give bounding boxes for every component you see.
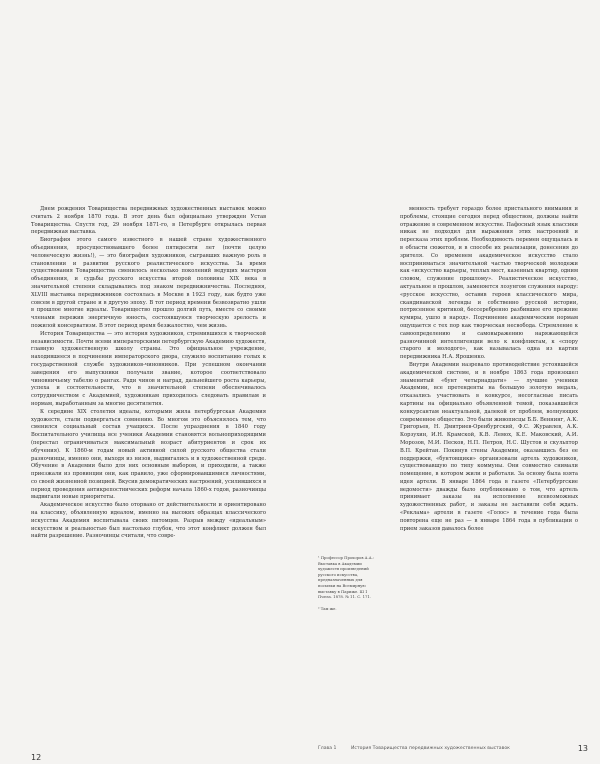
paragraph: Внутри Академии назревало противодействие устоявшейся академической системе, и в ноябре 1863 года произошел знаменитый «бунт четырнадцати» — лучшие ученики Академии, все претенденты на большую золотую медаль, отказались участвовать в конкурсе, несогласные писать картины на официально объявленной темой, показавшейся конкурсантам неактуальной, далекой от проблем, волнующих современное общество. Это были живописцы Б.Б. Веннинг, А.К. Григорьев, Н. Дмитриев-Оренбургский, Ф.С. Журавлев, А.К. Корзухин, И.Н. Крамской, К.В. Лемох, К.Е. Маковский, А.И. Морозов, М.И. Песков, Н.П. Петров, Н.С. Шустов и скульптор В.П. Крейтан. Покинув стены Академии, оказавшись без ее поддержки, «бунтовщики» организовали артель художников, существовавшую по типу коммуны. Они совместно снимали помещение, в котором жили и работали. За основу была взята идея артели. В январе 1864 года в газете «Петербургские ведомости» дважды было опубликовано о том, что артель принимает заказы на исполнение всевозможных художественных работ, и заказы не заставили себя ждать. «Реклама» артели в газете «Голос» в течение года была повторена еще не раз — в январе 1864 года в публикации о прием заказов давалось более xyxy=(400,361,578,532)
right-page-number: 13 xyxy=(577,744,588,753)
right-text-column xyxy=(400,206,578,533)
paragraph: К середине XIX столетия идеалы, которыми жила петербургская Академия художеств, стали подвергаться сомнению. Во многом это объяснялось тем, что сменился социальный состав учащихся. После упразднения в 1840 году Воспитательного училища все ученики Академии становятся вольноприходящими (перестал ограничиваться максимальный возраст абитуриентов и срок их обучения). К 1860-м годам новый активной силой русского общества стали разночинцы, именно они, выходя из низов, выдвигались и в художественной среде. Обучение в Академии было для них основным выбором, и приходили, а также приезжали из провинции они, как правило, уже сформировавшимися личностями, со своей жизненной позицией. Вкусив демократических настроений, усилившихся в период проведения антикрепостнических реформ начала 1860-х годов, разночинцы выдвигали новые приоритеты. xyxy=(31,408,266,501)
paragraph: Биография этого самого известного в нашей стране художественного объединения, просуществовавшего более пятидесяти лет (почти целую человеческую жизнь!), — это биография художников, сыгравших важную роль в становлении и развитии русского реалистического искусства. За время существования Товарищества сменилось несколько поколений ведущих мастеров объединения, и судьбы русского искусства второй половины XIX века в значительной степени складывались под знаком передвижничества. Последняя, XLVIII выставка передвижников состоялась в Москве в 1923 году, как будто уже совсем в другой стране и в другую эпоху. В тот период времени безвозвратно ушли в прошлое многие идеалы. Товарищество прошло долгий путь, вместе со своими членами пережив энергичную юность, состоявшуюся творческую зрелость и пожилой консерватизм. В этот период время безжалостно, чем жизнь. xyxy=(31,237,266,329)
left-text-column xyxy=(31,206,266,541)
paragraph: Днем рождения Товарищества передвижных художественных выставок можно считать 2 ноября 1870 года. В этот день был официально утвержден Устав Товарищества. Спустя год, 29 ноября 1871-го, в Петербурге открылась первая передвижная выставка. xyxy=(31,206,266,236)
chapter-label: Глава 1 xyxy=(318,746,337,751)
paragraph: менность требует гораздо более пристального внимания и проблемы, стоящие сегодня перед обществом, должны найти отражение в современном искусстве. Пафосный язык классики никак не подходил для выражения этих настроений и пересказа этих проблем. Необходимость перемен ощущалась и в области сюжетов, и в способе их реализации, донесения до зрителя. Со временем академическое искусство стало восприниматься значительной частью творческой молодежи как «искусство карьеры, теплых мест, казенных квартир, одним словом, служение прошлому». Реалистическое искусство, актуальное в прошлом, заменяется лозунгом служения народу: «русское искусство, оставив героев классического мира, скандинавской легенды и собственно русской истории, потрясенное критикой, бессеребренно разбившее его прежние кумиры, ушло в народ». Подчинение академическим нормам ощущается с тех пор как творческая несвобода. Стремление к самоопределению и самовыражению наряжающейся разночинной интеллигенции вело к конфликтам, к «спору старого и молодого», как называлась одна из картин передвижника Н.А. Ярошенко. xyxy=(400,206,578,361)
left-page xyxy=(0,0,300,762)
left-page-number: 12 xyxy=(31,753,42,762)
paragraph: Академическое искусство было оторвано от действительности и ориентировано на классику, объявленную идеалом, именно на высоких образцах классического искусства Академия воспитывала своих питомцев. Разрыв между «идеальным» искусством и реальностью был настолько глубок, что этот конфликт должен был найти разрешение. Разночинцы считали, что совре- xyxy=(31,502,266,540)
paragraph: История Товарищества — это история художников, стремившихся к творческой независимости. Почти всеми императорскими петербургскую Академию художеств, главную художественную школу страны. Это официальное учреждение, находившееся в подчинении императорского двора, служило воспитанию голых к государственной службе художников-чиновников. При успешном окончании заведения его выпускники получали звание, которое соответствовало чиновничьему табелю о рангах. Ради чинов и наград, дальнейшего роста карьеры, успеха и состоятельности, что в значительной степени обеспечивалось сотрудничеством с Академией, художникам приходилось следовать правилам и нормам, выработанным за многие десятилетия. xyxy=(31,330,266,407)
right-page xyxy=(300,0,600,753)
footnote: ¹ Профессор Прохоров А.А.: Выставка в Академии художеств произведений русского искусства, предназначенных для посылки на Всемирную выставку в Париже. Ш 1 Пчела. 1878. № 11. С. 171. xyxy=(318,555,375,600)
running-title: История Товарищества передвижных художественных выставок xyxy=(351,746,510,751)
footnote: ² Там же. xyxy=(318,605,337,611)
margin-notes xyxy=(318,555,378,617)
